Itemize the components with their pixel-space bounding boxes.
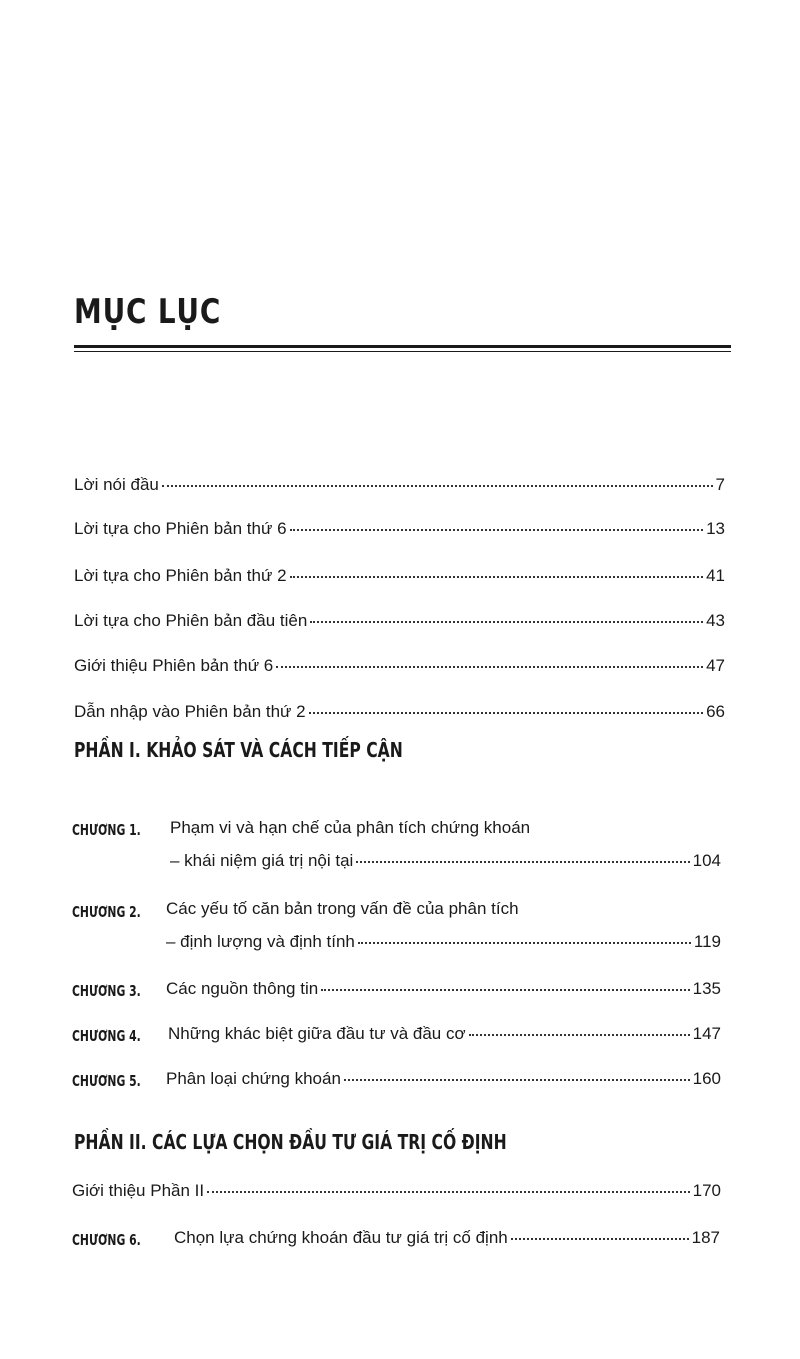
toc-entry[interactable] <box>166 931 721 953</box>
toc-entry-title: Lời tựa cho Phiên bản thứ 2 <box>74 566 287 585</box>
toc-entry-title: Giới thiệu Phần II <box>72 1181 205 1200</box>
toc-entry-page: 170 <box>692 1181 721 1200</box>
chapter-title-line1: Phạm vi và hạn chế của phân tích chứng khoán <box>170 818 531 837</box>
toc-entry-page: 160 <box>692 1069 721 1088</box>
toc-entry-page: 187 <box>691 1228 720 1247</box>
toc-entry[interactable] <box>170 850 721 872</box>
toc-entry-page: 43 <box>706 611 725 630</box>
toc-entry-page: 41 <box>706 566 725 585</box>
toc-entry[interactable] <box>72 1180 721 1202</box>
toc-entry[interactable] <box>74 518 725 540</box>
toc-entry[interactable] <box>74 701 725 723</box>
toc-entry[interactable] <box>168 1023 721 1045</box>
title-rule-thick <box>74 345 731 348</box>
dot-leader <box>290 576 704 578</box>
chapter-label: CHƯƠNG 1. <box>72 821 141 839</box>
dot-leader <box>310 621 703 623</box>
toc-entry[interactable] <box>74 565 725 587</box>
toc-entry[interactable] <box>166 1068 721 1090</box>
toc-entry-title: Lời tựa cho Phiên bản thứ 6 <box>74 519 287 538</box>
toc-entry-page: 47 <box>706 656 725 675</box>
chapter-title-line1: Các yếu tố căn bản trong vấn đề của phân tích <box>166 899 519 918</box>
dot-leader <box>162 485 713 487</box>
toc-entry-page: 119 <box>693 932 721 951</box>
chapter-label: CHƯƠNG 5. <box>72 1072 141 1090</box>
dot-leader <box>321 989 689 991</box>
toc-entry-title: – định lượng và định tính <box>166 932 355 951</box>
part-heading: PHẦN I. KHẢO SÁT VÀ CÁCH TIẾP CẬN <box>74 738 403 762</box>
toc-entry-title: Các nguồn thông tin <box>166 979 319 998</box>
toc-entry[interactable] <box>166 978 721 1000</box>
toc-entry-title: Lời nói đầu <box>74 475 159 494</box>
toc-entry-page: 13 <box>706 519 725 538</box>
toc-entry-title: Chọn lựa chứng khoán đầu tư giá trị cố định <box>174 1228 508 1247</box>
chapter-label: CHƯƠNG 6. <box>72 1231 141 1249</box>
toc-entry[interactable] <box>74 474 725 496</box>
dot-leader <box>276 666 703 668</box>
dot-leader <box>356 861 689 863</box>
toc-entry-title: Giới thiệu Phiên bản thứ 6 <box>74 656 274 675</box>
toc-entry-title: Phân loại chứng khoán <box>166 1069 341 1088</box>
dot-leader <box>358 942 691 944</box>
toc-entry[interactable] <box>74 610 725 632</box>
toc-entry-page: 66 <box>706 702 725 721</box>
dot-leader <box>469 1034 690 1036</box>
toc-entry-page: 7 <box>715 475 725 494</box>
dot-leader <box>344 1079 690 1081</box>
chapter-label: CHƯƠNG 3. <box>72 982 141 1000</box>
toc-entry-title: – khái niệm giá trị nội tại <box>170 851 354 870</box>
toc-entry-page: 104 <box>692 851 721 870</box>
part-heading: PHẦN II. CÁC LỰA CHỌN ĐẦU TƯ GIÁ TRỊ CỐ ĐỊNH <box>74 1130 507 1154</box>
dot-leader <box>207 1191 690 1193</box>
toc-entry-page: 147 <box>692 1024 721 1043</box>
dot-leader <box>290 529 704 531</box>
dot-leader <box>309 712 703 714</box>
toc-entry[interactable] <box>74 655 725 677</box>
toc-entry-title: Những khác biệt giữa đầu tư và đầu cơ <box>168 1024 466 1043</box>
chapter-label: CHƯƠNG 4. <box>72 1027 141 1045</box>
toc-entry-page: 135 <box>692 979 721 998</box>
toc-entry-title: Dẫn nhập vào Phiên bản thứ 2 <box>74 702 306 721</box>
toc-entry[interactable] <box>174 1227 720 1249</box>
toc-entry-title: Lời tựa cho Phiên bản đầu tiên <box>74 611 308 630</box>
chapter-label: CHƯƠNG 2. <box>72 903 141 921</box>
dot-leader <box>511 1238 689 1240</box>
title-rule-thin <box>74 351 731 352</box>
page-title: MỤC LỤC <box>74 292 222 332</box>
